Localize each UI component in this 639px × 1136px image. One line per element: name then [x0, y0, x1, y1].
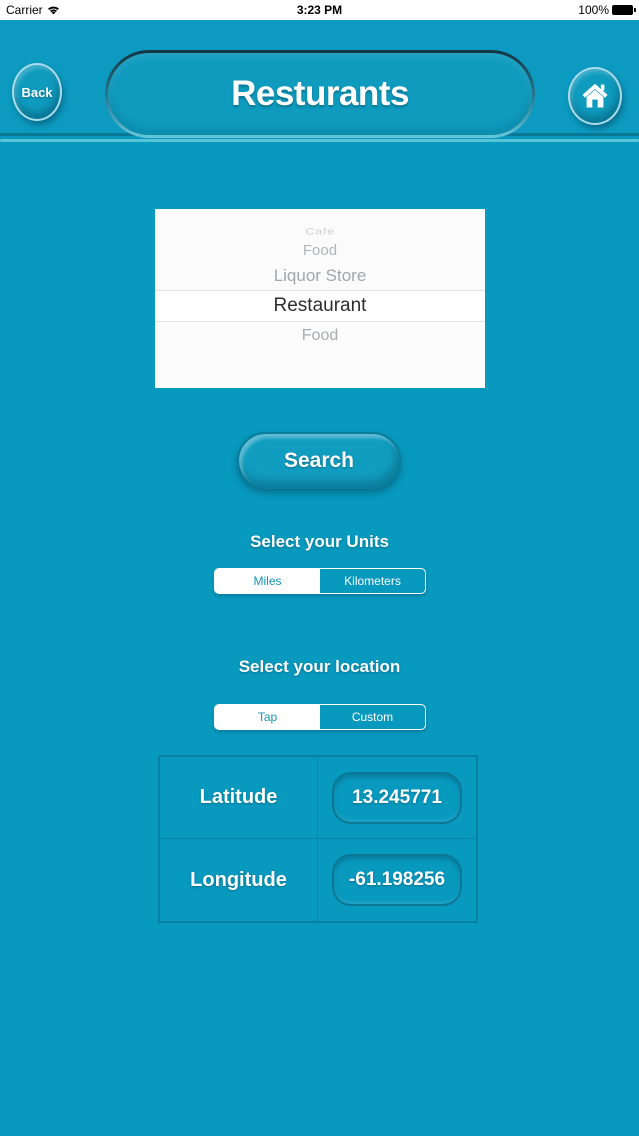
- page-title: Resturants: [231, 74, 409, 113]
- back-button-label: Back: [21, 84, 53, 100]
- units-section-label: Select your Units: [250, 532, 389, 551]
- back-button[interactable]: [12, 63, 62, 121]
- location-option-custom[interactable]: Custom: [351, 710, 394, 724]
- header-divider: [0, 139, 639, 142]
- units-option-miles[interactable]: Miles: [215, 569, 320, 593]
- longitude-label: Longitude: [160, 839, 318, 921]
- status-bar: [0, 0, 639, 20]
- latitude-field[interactable]: 13.245771: [332, 772, 462, 824]
- battery-icon: [612, 5, 633, 15]
- table-cell: [318, 839, 476, 921]
- picker-item[interactable]: Food: [302, 242, 338, 259]
- picker-item[interactable]: Cafe: [305, 225, 335, 237]
- table-cell: [318, 757, 476, 839]
- title-bar: [105, 50, 535, 138]
- picker-item[interactable]: Food: [301, 327, 339, 344]
- longitude-field[interactable]: -61.198256: [332, 854, 462, 906]
- search-button-label: Search: [283, 448, 355, 472]
- home-icon: [579, 80, 611, 112]
- status-time: 3:23 PM: [296, 3, 343, 17]
- coordinates-table: [158, 755, 478, 923]
- search-button[interactable]: [237, 432, 401, 489]
- header: [0, 20, 639, 136]
- units-segmented-control: [214, 568, 426, 594]
- category-picker[interactable]: [155, 209, 485, 388]
- location-segmented-control: [214, 704, 426, 730]
- home-button[interactable]: [568, 67, 622, 125]
- units-option-kilometers[interactable]: Kilometers: [344, 574, 401, 588]
- battery-percent: 100%: [578, 3, 609, 17]
- latitude-label: Latitude: [160, 757, 318, 839]
- location-option-tap[interactable]: Tap: [215, 705, 320, 729]
- carrier-label: Carrier: [6, 3, 43, 17]
- picker-item[interactable]: Liquor Store: [273, 266, 367, 285]
- location-section-label: Select your location: [238, 657, 401, 676]
- picker-item-selected[interactable]: Restaurant: [155, 290, 485, 322]
